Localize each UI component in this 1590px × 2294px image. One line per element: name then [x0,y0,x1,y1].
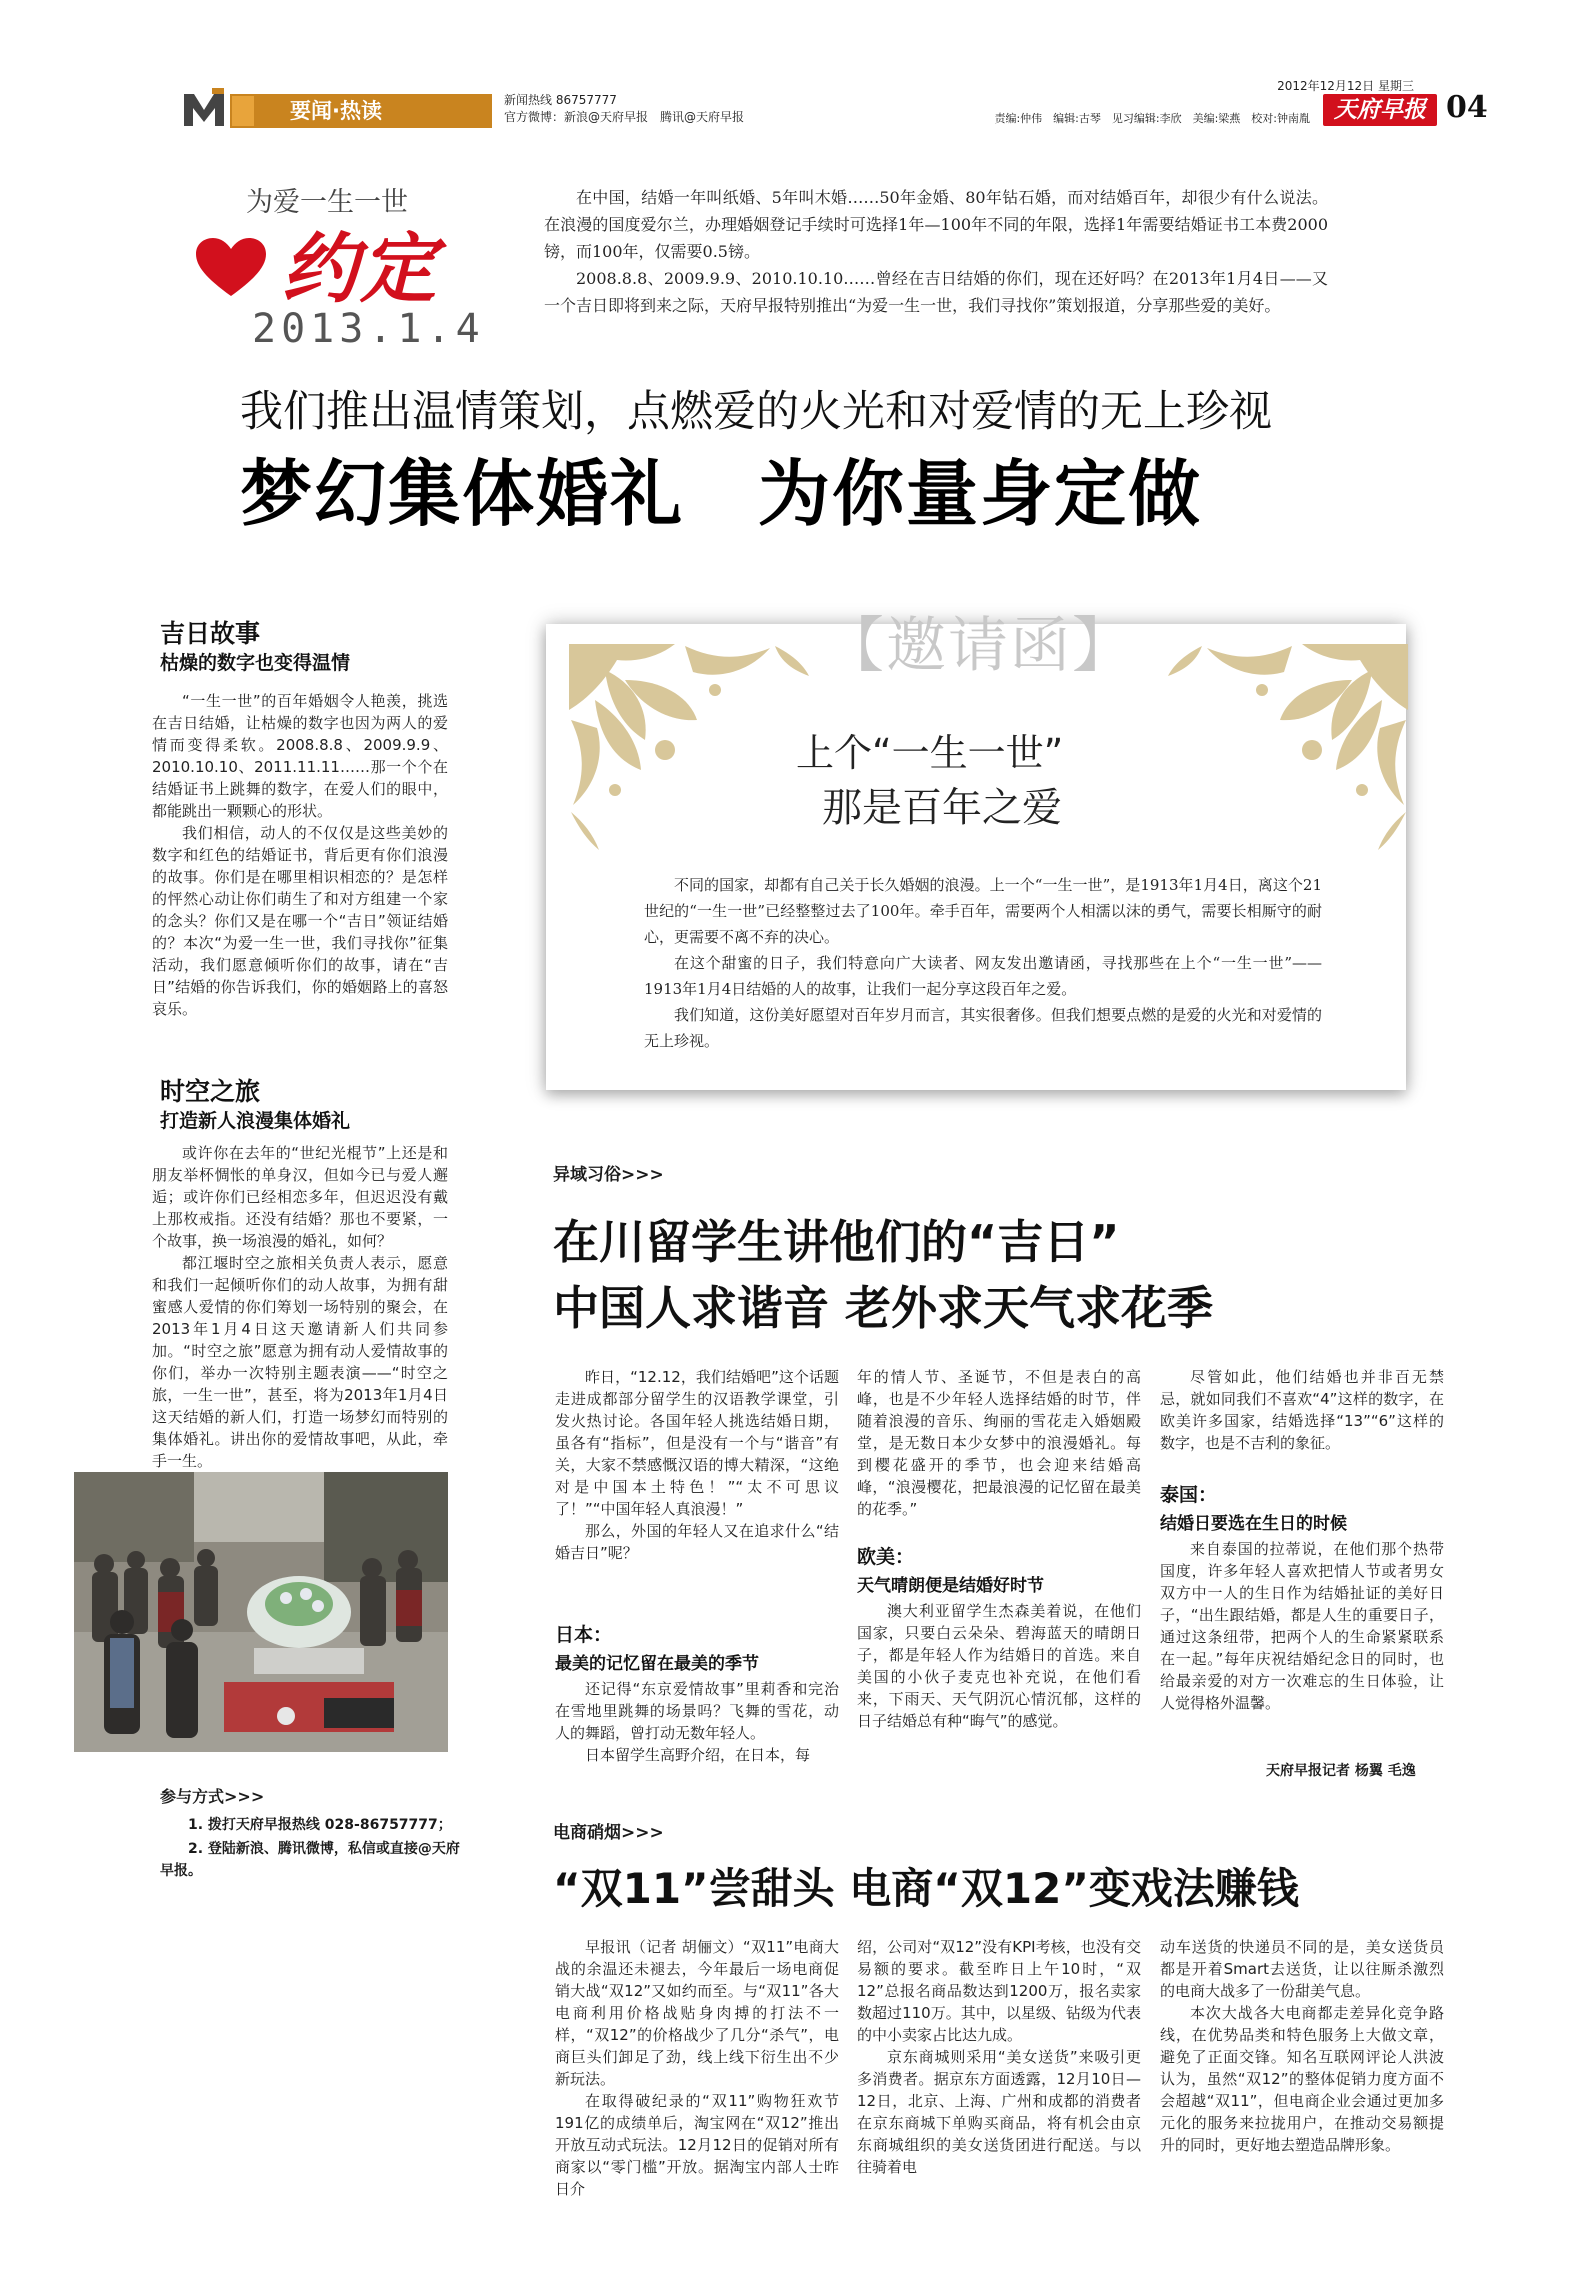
article-column [1160,1480,1444,1714]
story-paragraph: 或许你在去年的“世纪光棍节”上还是和朋友举杯惆怅的单身汉，但如今已与爱人邂逅；或许你们已经相恋多年，但迟迟没有戴上那枚戒指。还没有结婚？那也不要紧，一个故事，换一场浪漫的婚礼，如何？ [152,1144,448,1250]
story-body [152,1142,448,1472]
story-subheading: 打造新人浪漫集体婚礼 [160,1110,351,1132]
page-headline: 梦幻集体婚礼 为你量身定做 [240,452,1203,536]
country-heading: 泰国： [1160,1484,1218,1506]
country-subheading: 结婚日要选在生日的时候 [1160,1514,1347,1534]
invitation-heading: 上个“一生一世” [796,731,1064,775]
feature-tagline: 为爱一生一世 [246,187,408,218]
participation-hotline: 1. 拨打天府早报热线 028-86757777； [188,1817,452,1833]
story-paragraph: 我们相信，动人的不仅仅是这些美妙的数字和红色的结婚证书，背后更有你们浪漫的故事。你们是在哪里相识相恋的？是怎样的怦然心动让你们萌生了和对方组建一个家的念头？你们又是在哪一个“吉日”领证结婚的？本次“为爱一生一世，我们寻找你”征集活动，我们愿意倾听你们的故事，请在“吉日”结婚的你告诉我们，你的婚姻路上的喜怒哀乐。 [152,824,448,1018]
brand-logo: 天府早报 [1323,94,1437,126]
country-subheading: 最美的记忆留在最美的季节 [555,1654,759,1674]
country-subheading: 天气晴朗便是结婚好时节 [857,1576,1044,1596]
page-subheadline: 我们推出温情策划，点燃爱的火光和对爱情的无上珍视 [240,387,1272,437]
article-column [1160,1366,1444,1454]
article-paragraph: 年的情人节、圣诞节，不但是表白的高峰，也是不少年轻人选择结婚的时节，伴随着浪漫的音乐、绚丽的雪花走入婚姻殿堂，是无数日本少女梦中的浪漫婚礼。每到樱花盛开的季节，也会迎来结婚高峰，“浪漫樱花，把最浪漫的记忆留在最美的花季。” [857,1368,1141,1518]
section-tag: 要闻·热读 [230,94,492,128]
article-paragraph: 动车送货的快递员不同的是，美女送货员都是开着Smart去送货，让以往厮杀激烈的电商大战多了一份甜美气息。 [1160,1938,1444,2000]
intro-paragraph: 在中国，结婚一年叫纸婚、5年叫木婚……50年金婚、80年钻石婚，而对结婚百年，却很少有什么说法。在浪漫的国度爱尔兰，办理婚姻登记手续时可选择1年—100年不同的年限，选择1年需要结婚证书工本费2000镑，而100年，仅需要0.5镑。 [544,188,1328,261]
article-paragraph: 本次大战各大电商都走差异化竞争路线，在优势品类和特色服务上大做文章，避免了正面交锋。知名互联网评论人洪波认为，虽然“双12”的整体促销力度方面不会超越“双11”，但电商企业会通过更加多元化的服务来拉拢用户，在推动交易额提升的同时，更好地去塑造品牌形象。 [1160,2004,1444,2154]
invitation-paragraph: 在这个甜蜜的日子，我们特意向广大读者、网友发出邀请函，寻找那些在上个“一生一世”——1913年1月4日结婚的人的故事，让我们一起分享这段百年之爱。 [644,954,1322,998]
story-paragraph: 都江堰时空之旅相关负责人表示，愿意和我们一起倾听你们的动人故事，为拥有甜蜜感人爱情的你们筹划一场特别的聚会，在2013年1月4日这天邀请新人们共同参加。“时空之旅”愿意为拥有动人爱情故事的你们，举办一次特别主题表演——“时空之旅，一生一世”，甚至，将为2013年1月4日这天结婚的新人们，打造一场梦幻而特别的集体婚礼。讲出你的爱情故事吧，从此，牵手一生。 [152,1254,448,1470]
article-paragraph: 京东商城则采用“美女送货”来吸引更多消费者。据京东方面透露，12月10日—12日，北京、上海、广州和成都的消费者在京东商城下单购买商品，将有机会由京东商城组织的美女送货团进行配送。与以往骑着电 [857,2048,1141,2176]
section-label: 电商硝烟>>> [553,1823,664,1843]
participation-weibo: 2. 登陆新浪、腾讯微博，私信或直接@天府早报。 [160,1841,460,1879]
feature-intro [544,184,1328,319]
official-weibo: 官方微博：新浪@天府早报 腾讯@天府早报 [504,110,745,124]
article-column [555,1620,839,1766]
reporter-byline: 天府早报记者 杨翼 毛逸 [1266,1763,1416,1779]
invitation-title: 【邀请函】 [824,611,1134,681]
crowd-photo [74,1472,448,1752]
article-column [555,1936,839,2200]
article-paragraph: 澳大利亚留学生杰森美着说，在他们国家，只要白云朵朵、碧海蓝天的晴朗日子，都是年轻人作为结婚日的首选。来自美国的小伙子麦克也补充说，在他们看来，下雨天、天气阴沉心情沉郁，这样的日子结婚总有种“晦气”的感觉。 [857,1602,1141,1730]
invitation-paragraph: 我们知道，这份美好愿望对百年岁月而言，其实很奢侈。但我们想要点燃的是爱的火光和对爱情的无上珍视。 [644,1006,1322,1050]
article-paragraph: 那么，外国的年轻人又在追求什么“结婚吉日”呢？ [555,1522,839,1562]
article-paragraph: 日本留学生高野介绍，在日本，每 [585,1746,811,1764]
heart-icon [196,238,266,298]
article-paragraph: 在取得破纪录的“双11”购物狂欢节191亿的成绩单后，淘宝网在“双12”推出开放互动式玩法。12月12日的促销对所有商家以“零门槛”开放。据淘宝内部人士昨日介 [555,2092,839,2198]
article-column [555,1366,839,1564]
news-hotline: 新闻热线 86757777 [504,93,617,107]
article-column [1160,1936,1444,2156]
country-heading: 欧美： [857,1546,915,1568]
article-column [857,1936,1141,2178]
article-paragraph: 还记得“东京爱情故事”里莉香和完治在雪地里跳舞的场景吗？飞舞的雪花，动人的舞蹈，曾打动无数年轻人。 [555,1680,839,1742]
editor-credits: 责编:仲伟 编辑:古琴 见习编辑:李欣 美编:梁燕 校对:钟南胤 [994,112,1310,125]
page-number: 04 [1446,90,1488,125]
section-label: 异域习俗>>> [553,1165,664,1185]
article-column [857,1542,1141,1732]
article-paragraph: 绍，公司对“双12”没有KPI考核，也没有交易额的要求。截至昨日上午10时，“双12”总报名商品数达到1200万，报名卖家数超过110万。其中，以星级、钻级为代表的中小卖家占比达九成。 [857,1938,1141,2044]
ornament-corner-icon [565,640,815,860]
intro-paragraph: 2008.8.8、2009.9.9、2010.10.10……曾经在吉日结婚的你们，现在还好吗？在2013年1月4日——又一个吉日即将到来之际，天府早报特别推出“为爱一生一世，我们寻找你”策划报道，分享那些爱的美好。 [544,269,1328,315]
story-paragraph: “一生一世”的百年婚姻令人艳羡，挑选在吉日结婚，让枯燥的数字也因为两人的爱情而变得柔软。2008.8.8、2009.9.9、2010.10.10、2011.11.11……那一个个在结婚证书上跳舞的数字，在爱人们的眼中，都能跳出一颗颗心的形状。 [152,692,448,820]
article-paragraph: 昨日，“12.12，我们结婚吧”这个话题走进成都部分留学生的汉语教学课堂，引发火热讨论。各国年轻人挑选结婚日期，虽各有“指标”，但是没有一个与“谐音”有关，大家不禁感慨汉语的博大精深，“这绝对是中国本土特色！”“太不可思议了！”“中国年轻人真浪漫！” [555,1368,839,1518]
story-body [152,690,448,1020]
article-column [857,1366,1141,1520]
article-headline-2: 中国人求谐音 老外求天气求花季 [553,1281,1214,1335]
participation-title: 参与方式>>> [160,1787,265,1806]
feature-title: 约定 [282,224,438,313]
ornament-corner-icon [1162,640,1412,860]
invitation-heading-2: 那是百年之爱 [822,785,1062,831]
story-subheading: 枯燥的数字也变得温情 [160,652,351,674]
article-headline: “双11”尝甜头 电商“双12”变戏法赚钱 [553,1864,1299,1913]
story-heading: 吉日故事 [160,619,261,648]
article-paragraph: 来自泰国的拉蒂说，在他们那个热带国度，许多年轻人喜欢把情人节或者男女双方中一人的生日作为结婚扯证的美好日子，“出生跟结婚，都是人生的重要日子，通过这条纽带，把两个人的生命紧紧联系在一起。”每年庆祝结婚纪念日的同时，也给最亲爱的对方一次难忘的生日体验，让人觉得格外温馨。 [1160,1540,1444,1712]
hotline-block [504,92,744,126]
article-headline: 在川留学生讲他们的“吉日” [553,1215,1120,1269]
article-paragraph: 早报讯（记者 胡俪文）“双11”电商大战的余温还未褪去，今年最后一场电商促销大战“双12”又如约而至。与“双11”各大电商利用价格战贴身肉搏的打法不一样，“双12”的价格战少了几分“杀气”，电商巨头们卸足了劲，线上线下衍生出不少新玩法。 [555,1938,839,2088]
m-logo-icon [182,88,226,128]
story-heading: 时空之旅 [160,1077,261,1106]
feature-date: 2013.1.4 [252,306,485,352]
issue-date: 2012年12月12日 星期三 [1277,79,1414,93]
country-heading: 日本： [555,1624,613,1646]
section-tag-mark [232,96,254,126]
article-paragraph: 尽管如此，他们结婚也并非百无禁忌，就如同我们不喜欢“4”这样的数字，在欧美许多国家，结婚选择“13”“6”这样的数字，也是不吉利的象征。 [1160,1368,1444,1452]
invitation-paragraph: 不同的国家，却都有自己关于长久婚姻的浪漫。上一个“一生一世”，是1913年1月4日，离这个21世纪的“一生一世”已经整整过去了100年。牵手百年，需要两个人相濡以沫的勇气，需要长相厮守的耐心，更需要不离不弃的决心。 [644,876,1322,946]
invitation-body [644,872,1322,1054]
